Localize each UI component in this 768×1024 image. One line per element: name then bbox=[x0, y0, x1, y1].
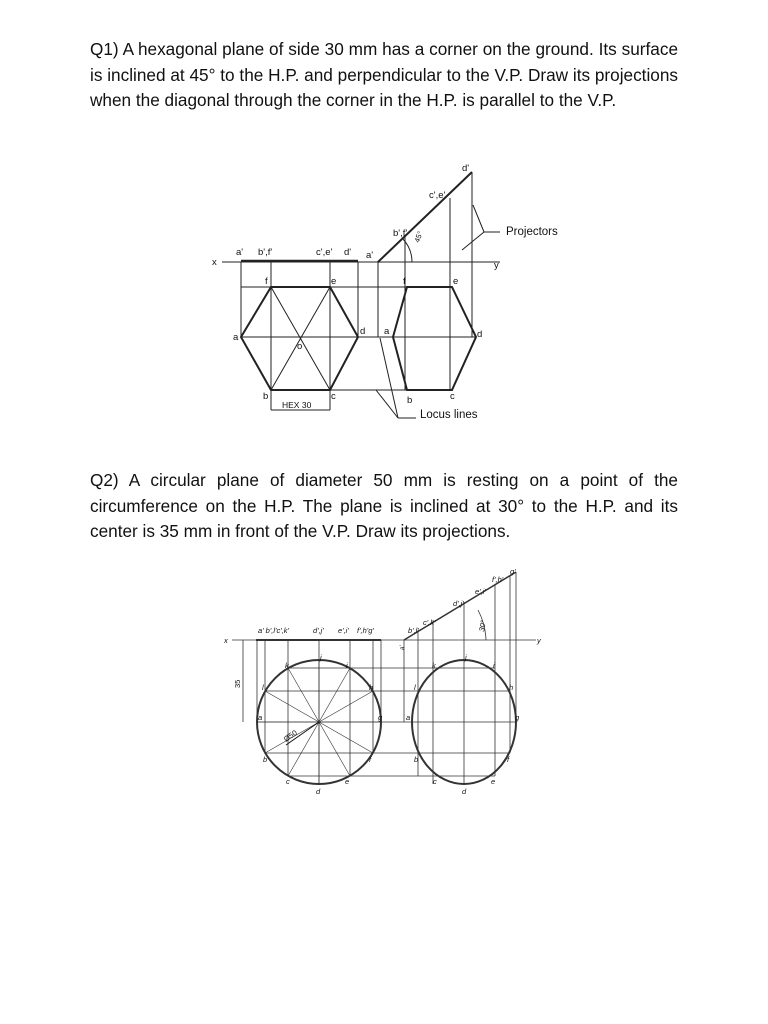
label: c',e' bbox=[429, 190, 446, 201]
point-label: b bbox=[263, 755, 268, 764]
point-label: j bbox=[320, 653, 322, 662]
projectors-label: Projectors bbox=[506, 226, 558, 238]
angle-label: 30° bbox=[477, 619, 488, 633]
label: f',h'g' bbox=[357, 626, 374, 635]
vertex-label: d bbox=[477, 329, 483, 340]
vertex-label: c bbox=[331, 391, 336, 402]
question-1-text: Q1) A hexagonal plane of side 30 mm has a corner on the ground. Its surface is inclined at 45° to the H.P. and perpendicular to the V.P. Draw its projections when the diagonal through the corner in the H.P. is parallel to the V.P. bbox=[90, 39, 678, 110]
label: f',h' bbox=[492, 575, 504, 584]
point-label: d bbox=[316, 787, 321, 796]
label: c',e' bbox=[316, 247, 333, 258]
vertex-label: d bbox=[360, 326, 366, 337]
distance-label: 35 bbox=[233, 679, 242, 688]
point-label: f bbox=[369, 755, 372, 764]
angle-label: 45° bbox=[412, 229, 425, 244]
point-label: f bbox=[507, 755, 510, 764]
label: d',j' bbox=[313, 626, 324, 635]
point-label: h bbox=[369, 683, 374, 692]
label: d',j' bbox=[453, 599, 464, 608]
vertex-label: e bbox=[453, 276, 459, 287]
x-label: x bbox=[224, 636, 228, 645]
vertex-label: f bbox=[403, 276, 406, 287]
label: b',f' bbox=[393, 228, 408, 239]
label: g' bbox=[510, 567, 516, 576]
locus-lines-label: Locus lines bbox=[420, 409, 478, 421]
point-label: k bbox=[285, 661, 289, 670]
vertex-label: e bbox=[331, 276, 337, 287]
label: b',f' bbox=[258, 247, 273, 258]
point-label: a bbox=[258, 713, 263, 722]
point-label: c bbox=[433, 777, 437, 786]
point-label: i bbox=[346, 661, 348, 670]
vertex-label: a bbox=[233, 332, 239, 343]
dimension-label: HEX 30 bbox=[282, 400, 312, 410]
point-label: e bbox=[345, 777, 350, 786]
question-2-text: Q2) A circular plane of diameter 50 mm is resting on a point of the circumference on the H.P. The plane is inclined at 30° to the H.P. and its center is 35 mm in front of the V.P. Draw its projections. bbox=[90, 470, 678, 541]
diameter-label: Ø50 bbox=[281, 728, 299, 744]
vertex-label: a bbox=[384, 326, 390, 337]
label: d' bbox=[462, 163, 470, 174]
point-label: i bbox=[493, 661, 495, 670]
vertex-label: c bbox=[450, 391, 455, 402]
point-label: d bbox=[462, 787, 467, 796]
label: d' bbox=[344, 247, 352, 258]
vertex-label: f bbox=[265, 276, 268, 287]
point-label: g bbox=[515, 713, 520, 722]
point-label: k bbox=[432, 661, 436, 670]
point-label: e bbox=[491, 777, 496, 786]
label: a' b',l'c',k' bbox=[258, 626, 289, 635]
label: e',i' bbox=[338, 626, 349, 635]
label: a' bbox=[400, 645, 406, 650]
label: b',l' bbox=[408, 626, 419, 635]
point-label: h bbox=[509, 683, 514, 692]
x-label: x bbox=[212, 257, 217, 268]
y-label: y bbox=[537, 636, 541, 645]
label: e',i' bbox=[475, 587, 486, 596]
point-label: j bbox=[465, 653, 467, 662]
point-label: b bbox=[414, 755, 419, 764]
point-label: a bbox=[406, 713, 411, 722]
label: c',k' bbox=[423, 618, 436, 627]
y-label: y bbox=[494, 260, 499, 271]
vertex-label: b bbox=[407, 395, 413, 406]
point-label: g bbox=[378, 713, 383, 722]
vertex-label: b bbox=[263, 391, 269, 402]
point-label: c bbox=[286, 777, 290, 786]
center-label: o bbox=[297, 341, 303, 352]
point-label: l bbox=[262, 683, 264, 692]
point-label: l bbox=[414, 683, 416, 692]
label: a' bbox=[236, 247, 244, 258]
label: a' bbox=[366, 250, 374, 261]
